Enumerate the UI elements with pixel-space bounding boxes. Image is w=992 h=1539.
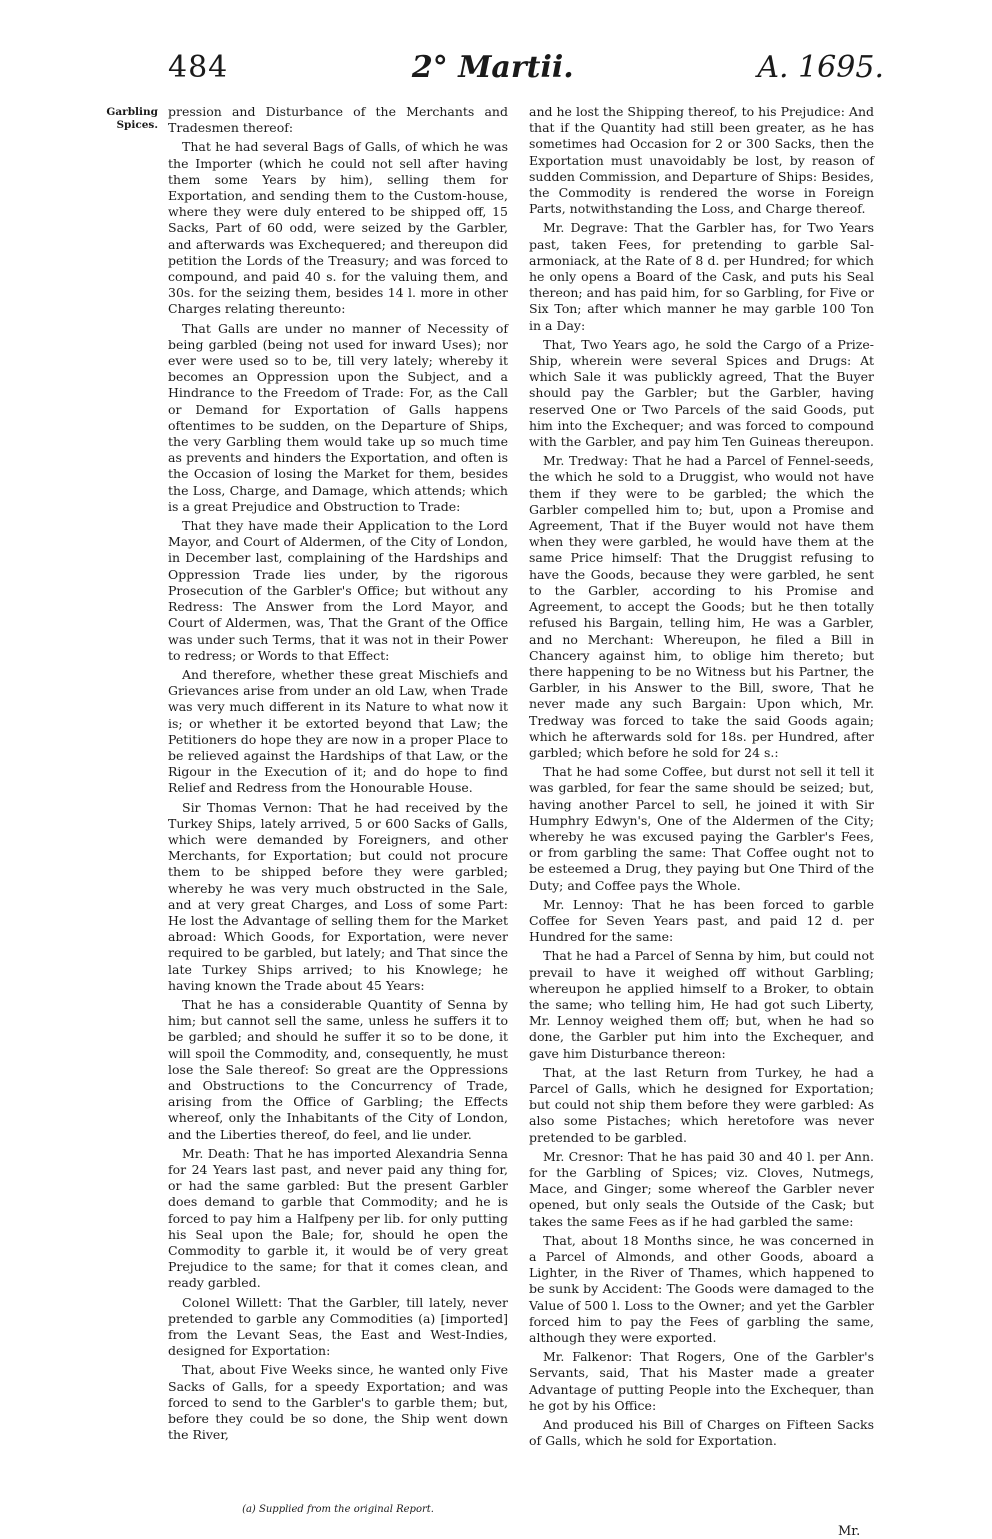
left-column	[168, 104, 508, 1446]
paragraph: That, about Five Weeks since, he wanted only Five Sacks of Galls, for a speedy Exportation; and was forced to send to the Garbler's to garble them; but, before they could be so done, the Ship went down the River,	[168, 1362, 508, 1443]
paragraph: That he had some Coffee, but durst not sell it tell it was garbled, for fear the same should be seized; but, having another Parcel to sell, he joined it with Sir Humphry Edwyn's, One of the Aldermen of the City; whereby he was excused paying the Garbler's Fees, or from garbling the same: That Coffee ought not to be esteemed a Drug, they paying but One Third of the Duty; and Coffee pays the Whole.	[529, 764, 874, 893]
paragraph: pression and Disturbance of the Merchants and Tradesmen thereof:	[168, 104, 508, 136]
catchword: Mr.	[838, 1524, 861, 1539]
paragraph: Mr. Falkenor: That Rogers, One of the Garbler's Servants, said, That his Master made a greater Advantage of putting People into the Exchequer, than he got by his Office:	[529, 1349, 874, 1413]
year-heading: A. 1695.	[757, 50, 884, 85]
paragraph: That, about 18 Months since, he was concerned in a Parcel of Almonds, and other Goods, aboard a Lighter, in the River of Thames, which happened to be sunk by Accident: The Goods were damaged to the Value of 500 l. Loss to the Owner; and yet the Garbler forced him to pay the Fees of garbling the same, although they were exported.	[529, 1232, 874, 1346]
paragraph: That he has a considerable Quantity of Senna by him; but cannot sell the same, unless he suffers it to be garbled; and should he suffer it so to be done, it will spoil the Commodity, and, consequently, he must lose the Sale thereof: So great are the Oppressions and Obstructions to the Concurrency of Trade, arising from the Office of Garbling; the Effects whereof, only the Inhabitants of the City of London, and the Liberties thereof, do feel, and lie under.	[168, 996, 508, 1142]
paragraph: That, Two Years ago, he sold the Cargo of a Prize-Ship, wherein were several Spices and Drugs: At which Sale it was publickly agreed, That the Buyer should pay the Garbler; but the Garbler, having reserved One or Two Parcels of the said Goods, put him into the Exchequer; and was forced to compound with the Garbler, and pay him Ten Guineas thereupon.	[529, 336, 874, 450]
paragraph: And therefore, whether these great Mischiefs and Grievances arise from under an old Law, when Trade was very much different in its Nature to what now it is; or whether it be extorted beyond that Law; the Petitioners do hope they are now in a proper Place to be relieved against the Hardships of that Law, or the Rigour in the Execution of it; and do hope to find Relief and Redress from the Honourable House.	[168, 666, 508, 796]
paragraph: Mr. Tredway: That he had a Parcel of Fennel-seeds, the which he sold to a Druggist, who would not have them if they were to be garbled; the which the Garbler compelled him to; but, upon a Promise and Agreement, That if the Buyer would not have them when they were garbled, he would have them at the same Price himself: That the Druggist refusing to have the Goods, because they were garbled, he sent to the Garbler, according to his Promise and Agreement, to accept the Goods; but he then totally refused his Bargain, telling him, He was a Garbler, and no Merchant: Whereupon, he filed a Bill in Chancery against him, to oblige him thereto; but there happening to be no Witness but his Partner, the Garbler, in his Answer to the Bill, swore, That he never made any such Bargain: Upon which, Mr. Tredway was forced to take the said Goods again; which he afterwards sold for 18s. per Hundred, after garbled; which before he sold for 24 s.:	[529, 453, 874, 760]
paragraph: That he had several Bags of Galls, of which he was the Importer (which he could not sell after having them some Years by him), selling them for Exportation, and sending them to the Custom-house, where they were duly entered to be shipped off, 15 Sacks, Part of 60 odd, were seized by the Garbler, and afterwards was Exchequered; and thereupon did petition the Lords of the Treasury; and was forced to compound, and paid 40 s. for the valuing them, and 30s. for the seizing them, besides 14 l. more in other Charges relating thereunto:	[168, 139, 508, 317]
paragraph: Mr. Cresnor: That he has paid 30 and 40 l. per Ann. for the Garbling of Spices; viz. Cloves, Nutmegs, Mace, and Ginger; some whereof the Garbler never opened, but only seals the Outside of the Cask; but takes the same Fees as if he had garbled the same:	[529, 1148, 874, 1229]
running-head	[168, 50, 884, 100]
paragraph: That Galls are under no manner of Necessity of being garbled (being not used for inward Uses); nor ever were used so to be, till very lately; whereby it becomes an Oppression upon the Subject, and a Hindrance to the Freedom of Trade: For, as the Call or Demand for Exportation of Galls happens oftentimes to be sudden, on the Departure of Ships, the very Garbling them would take up so much time as prevents and hinders the Exportation, and often is the Occasion of losing the Market for them, besides the Loss, Charge, and Damage, which attends; which is a great Prejudice and Obstruction to Trade:	[168, 320, 508, 514]
right-column	[529, 104, 874, 1452]
page-number: 484	[168, 50, 229, 85]
paragraph: And produced his Bill of Charges on Fifteen Sacks of Galls, which he sold for Exportation.	[529, 1417, 874, 1449]
paragraph: and he lost the Shipping thereof, to his Prejudice: And that if the Quantity had still been greater, as he has sometimes had Occasion for 2 or 300 Sacks, then the Exportation must unavoidably be lost, by reason of sudden Commission, and Departure of Ships: Besides, the Commodity is rendered the worse in Foreign Parts, notwithstanding the Loss, and Charge thereof.	[529, 104, 874, 217]
paragraph: That they have made their Application to the Lord Mayor, and Court of Aldermen, of the City of London, in December last, complaining of the Hardships and Oppression Trade lies under, by the rigorous Prosecution of the Garbler's Office; but without any Redress: The Answer from the Lord Mayor, and Court of Aldermen, was, That the Grant of the Office was under such Terms, that it was not in their Power to redress; or Words to that Effect:	[168, 518, 508, 663]
margin-note: Garbling Spices.	[106, 106, 158, 131]
paragraph: That, at the last Return from Turkey, he had a Parcel of Galls, which he designed for Exportation; but could not ship them before they were garbled: As also some Pistaches; which heretofore was never pretended to be garbled.	[529, 1064, 874, 1145]
paragraph: That he had a Parcel of Senna by him, but could not prevail to have it weighed off without Garbling; whereupon he applied himself to a Broker, to obtain the same; who telling him, He had got such Liberty, Mr. Lennoy weighed them off; but, when he had so done, the Garbler put him into the Exchequer, and gave him Disturbance thereon:	[529, 948, 874, 1061]
paragraph: Mr. Lennoy: That he has been forced to garble Coffee for Seven Years past, and paid 12 d. per Hundred for the same:	[529, 896, 874, 945]
paragraph: Mr. Degrave: That the Garbler has, for Two Years past, taken Fees, for pretending to garble Sal-armoniack, at the Rate of 8 d. per Hundred; for which he only opens a Board of the Cask, and puts his Seal thereon; and has paid him, for so Garbling, for Five or Six Ton; after which manner he may garble 100 Ton in a Day:	[529, 220, 874, 333]
paragraph: Sir Thomas Vernon: That he had received by the Turkey Ships, lately arrived, 5 or 600 Sacks of Galls, which were demanded by Foreigners, and other Merchants, for Exportation; but could not procure them to be shipped before they were garbled; whereby he was very much obstructed in the Sale, and at very great Charges, and Loss of some Part: He lost the Advantage of selling them for the Market abroad: Which Goods, for Exportation, were never required to be garbled, but lately; and That since the late Turkey Ships arrived; to his Knowlege; he having known the Trade about 45 Years:	[168, 799, 508, 993]
date-heading: 2° Martii.	[411, 50, 574, 85]
paragraph: Colonel Willett: That the Garbler, till lately, never pretended to garble any Commodities (a) [imported] from the Levant Seas, the East and West-Indies, designed for Exportation:	[168, 1294, 508, 1359]
footnote: (a) Supplied from the original Report.	[242, 1504, 434, 1515]
paragraph: Mr. Death: That he has imported Alexandria Senna for 24 Years last past, and never paid any thing for, or had the same garbled: But the present Garbler does demand to garble that Commodity; and he is forced to pay him a Halfpeny per lib. for only putting his Seal upon the Bale; for, should he open the Commodity to garble it, it would be of very great Prejudice to the same; for that it comes clean, and ready garbled.	[168, 1145, 508, 1291]
